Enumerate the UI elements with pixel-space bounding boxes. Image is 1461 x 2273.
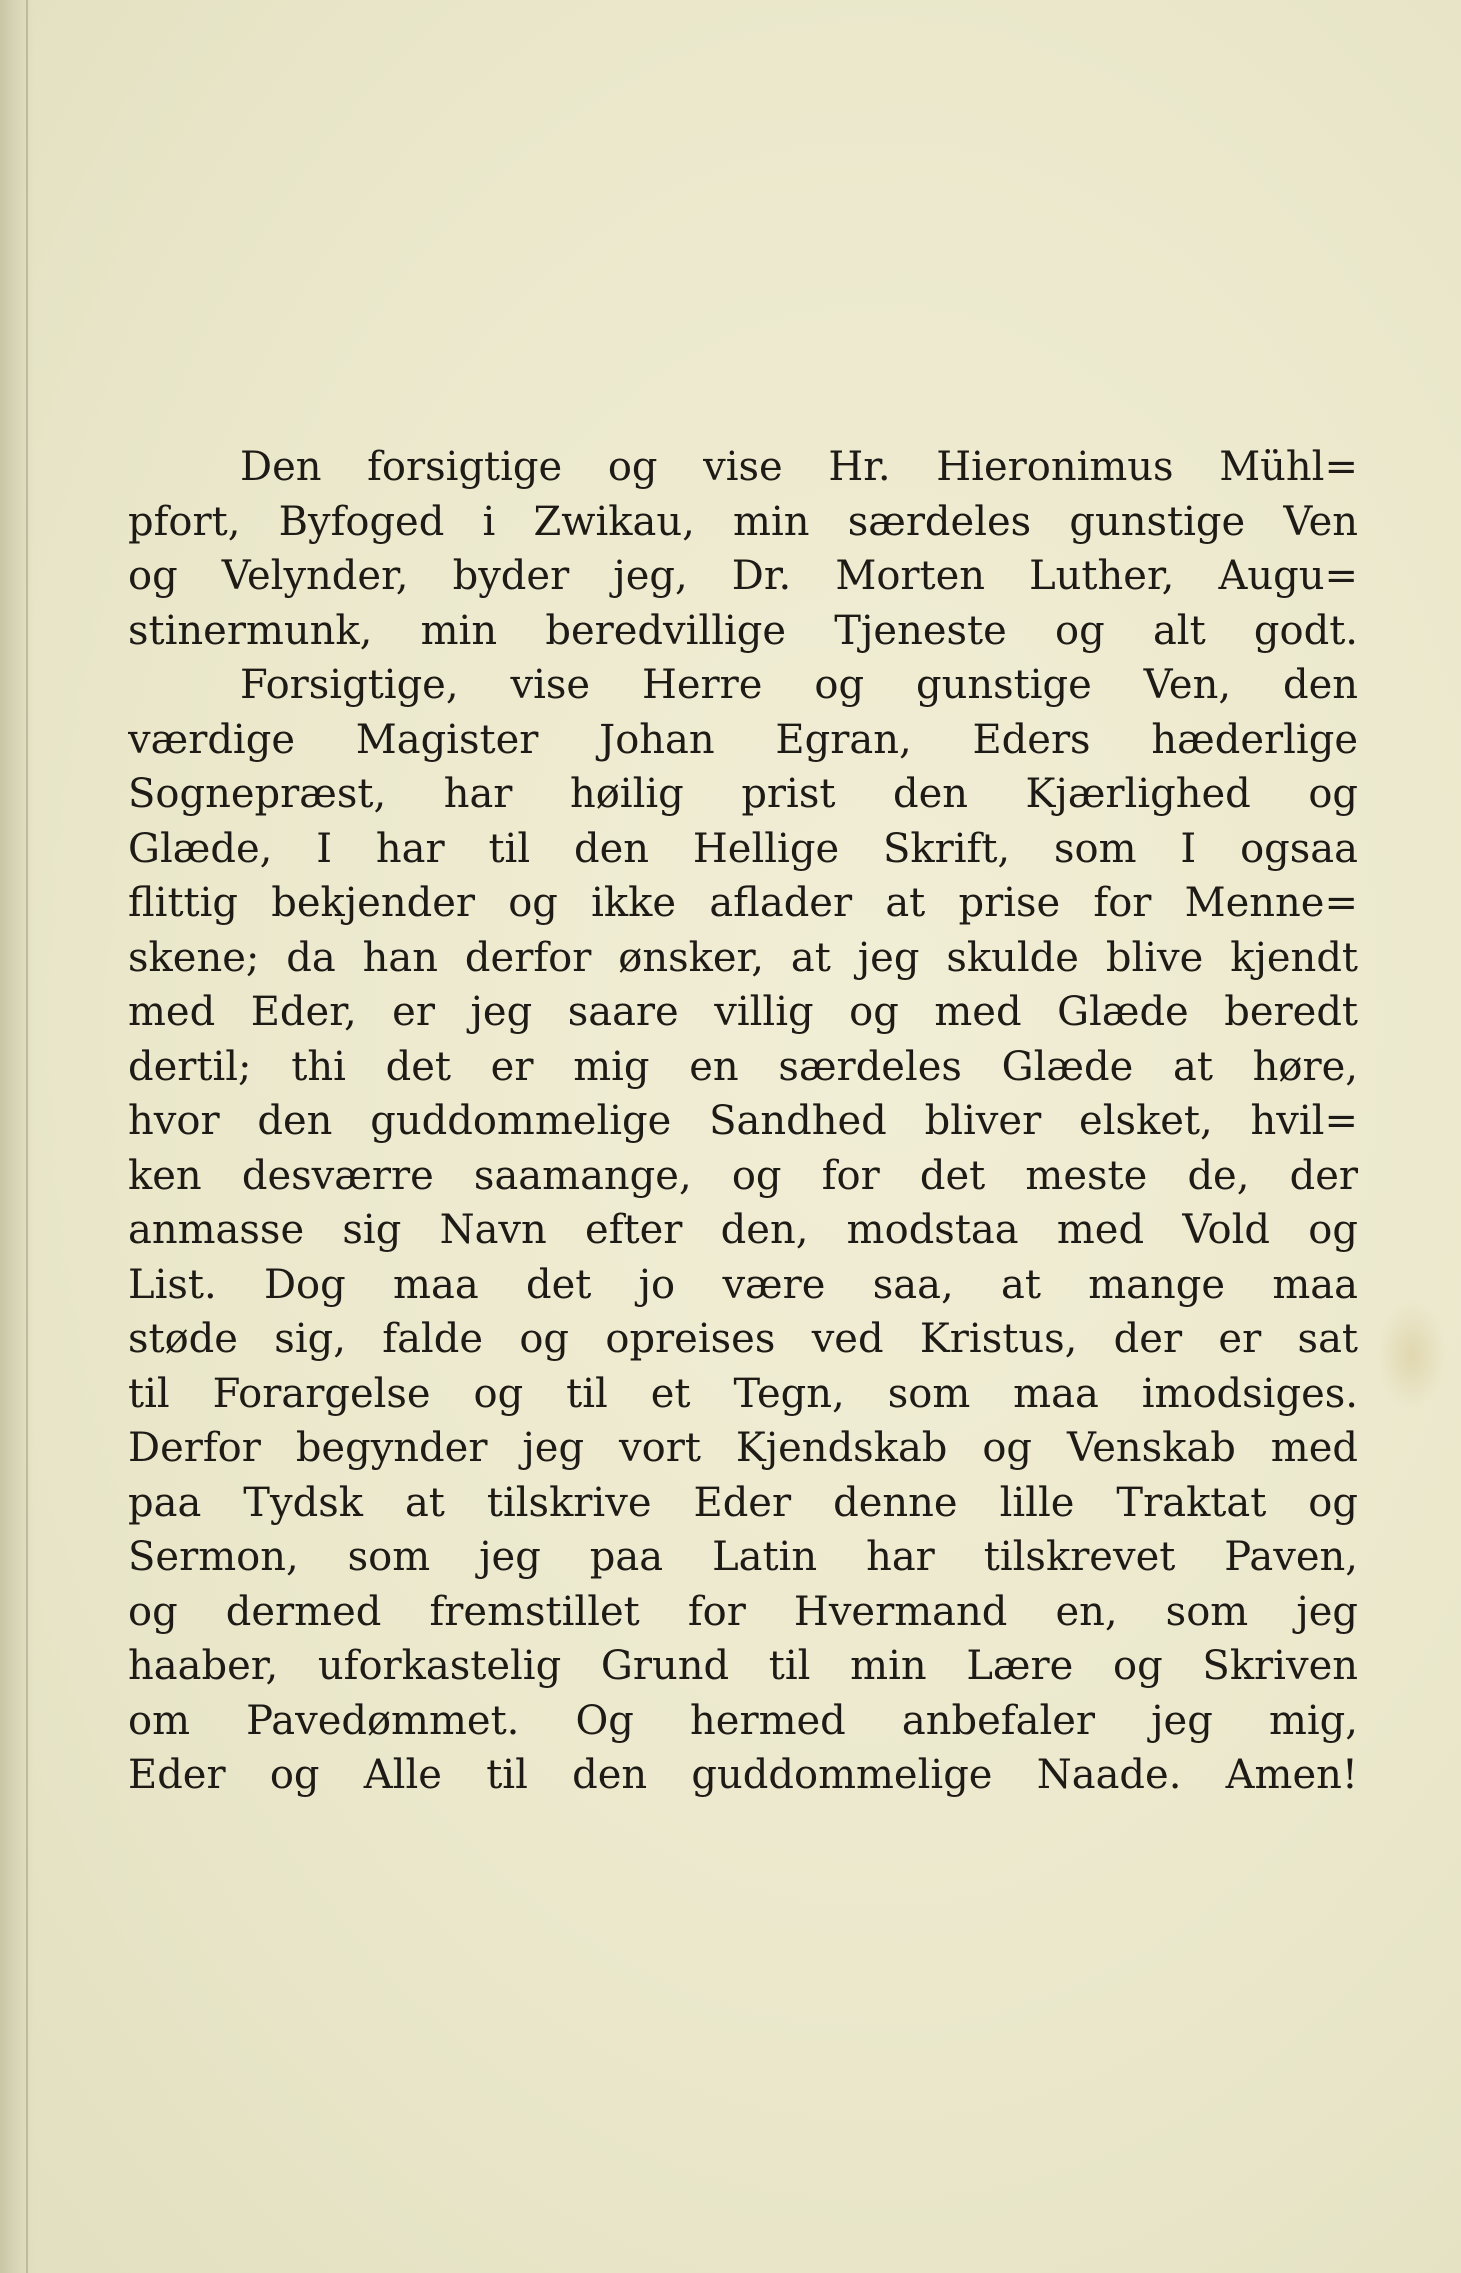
text-line: og dermed fremstillet for Hvermand en, som jeg [128, 1588, 1358, 1635]
text-line: Forsigtige, vise Herre og gunstige Ven, den [240, 662, 1358, 708]
text-line: stinermunk, min beredvillige Tjeneste og alt godt. [128, 607, 1358, 654]
text-line: haaber, uforkastelig Grund til min Lære og Skriven [128, 1643, 1358, 1689]
text-line: List. Dog maa det jo være saa, at mange maa [128, 1261, 1358, 1308]
text-line: med Eder, er jeg saare villig og med Glæde beredt [128, 989, 1358, 1035]
text-line: paa Tydsk at tilskrive Eder denne lille Traktat og [128, 1479, 1358, 1526]
text-line: støde sig, falde og opreises ved Kristus, der er sat [128, 1316, 1358, 1362]
text-line: Den forsigtige og vise Hr. Hieronimus Mühl= [240, 444, 1358, 490]
text-line: skene; da han derfor ønsker, at jeg skulde blive kjendt [128, 934, 1358, 981]
text-line: pfort, Byfoged i Zwikau, min særdeles gunstige Ven [128, 498, 1358, 545]
text-line: ken desværre saamange, og for det meste de, der [128, 1152, 1358, 1199]
text-line: om Pavedømmet. Og hermed anbefaler jeg mig, [128, 1697, 1358, 1744]
page-binding-edge [0, 0, 34, 2273]
text-line: og Velynder, byder jeg, Dr. Morten Luther, Augu= [128, 553, 1358, 599]
dedication-letter [128, 440, 1358, 1803]
text-line: Eder og Alle til den guddommelige Naade. Amen! [128, 1752, 1358, 1798]
text-line: værdige Magister Johan Egran, Eders hæderlige [128, 716, 1358, 763]
text-line: flittig bekjender og ikke aflader at prise for Menne= [128, 880, 1358, 926]
text-line: Glæde, I har til den Hellige Skrift, som I ogsaa [128, 825, 1358, 872]
text-line: hvor den guddommelige Sandhed bliver elsket, hvil= [128, 1098, 1358, 1144]
text-line: dertil; thi det er mig en særdeles Glæde at høre, [128, 1043, 1358, 1090]
text-line: Sognepræst, har høilig prist den Kjærlighed og [128, 771, 1358, 817]
text-line: Derfor begynder jeg vort Kjendskab og Venskab med [128, 1425, 1358, 1471]
text-line: Sermon, som jeg paa Latin har tilskrevet Paven, [128, 1534, 1358, 1580]
binding-line [26, 0, 28, 2273]
paper-stain [1377, 1300, 1447, 1410]
text-line: anmasse sig Navn efter den, modstaa med Vold og [128, 1207, 1358, 1253]
text-line: til Forargelse og til et Tegn, som maa imodsiges. [128, 1370, 1358, 1417]
